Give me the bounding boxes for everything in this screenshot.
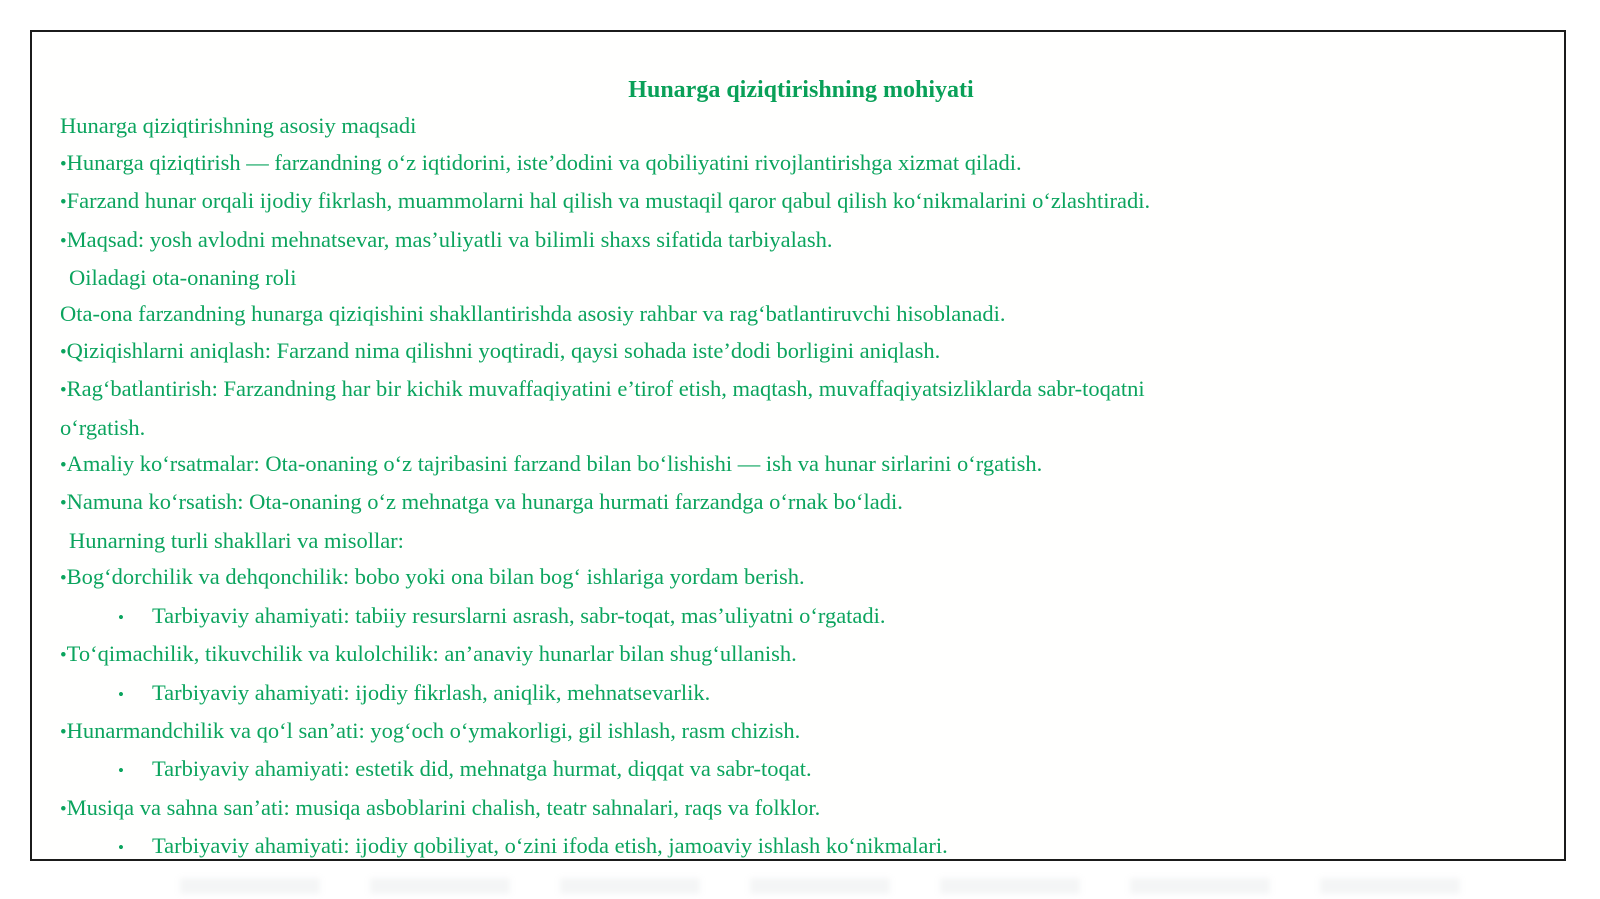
line-text: Tarbiyaviy ahamiyati: ijodiy fikrlash, aniqlik, mehnatsevarlik. xyxy=(151,679,711,705)
line-text: Maqsad: yosh avlodni mehnatsevar, mas’uliyatli va bilimli shaxs sifatida tarbiyalash. xyxy=(66,226,833,252)
bullet-icon: • xyxy=(118,607,124,627)
line-text: Rag‘batlantirish: Farzandning har bir kichik muvaffaqiyatini e’tirof etish, maqtash, muvaffaqiyatsizliklarda sabr-toqatni xyxy=(66,376,1145,402)
line-text: Amaliy ko‘rsatmalar: Ota-onaning o‘z tajribasini farzand bilan bo‘lishishi — ish va hunar sirlarini o‘rgatish. xyxy=(66,451,1043,477)
bullet-icon: • xyxy=(118,838,124,858)
line-text: Bog‘dorchilik va dehqonchilik: bobo yoki ona bilan bog‘ ishlariga yordam berish. xyxy=(66,564,805,590)
line-text: Hunarga qiziqtirishning asosiy maqsadi xyxy=(60,113,417,139)
line-text: Ota-ona farzandning hunarga qiziqishini shakllantirishda asosiy rahbar va rag‘batlantiruvchi hisoblanadi. xyxy=(60,301,1006,327)
bullet-icon: • xyxy=(60,798,67,820)
line-text: Tarbiyaviy ahamiyati: ijodiy qobiliyat, o‘zini ifoda etish, jamoaviy ishlash ko‘nikmalari. xyxy=(151,833,948,859)
text-line xyxy=(60,636,1542,674)
text-line xyxy=(60,484,1542,522)
text-line xyxy=(60,108,1542,144)
line-text: Hunarmandchilik va qo‘l san’ati: yog‘och o‘ymakorligi, gil ishlash, rasm chizish. xyxy=(66,717,801,743)
text-line xyxy=(60,183,1542,221)
text-line xyxy=(60,296,1542,332)
line-text: Farzand hunar orqali ijodiy fikrlash, muammolarni hal qilish va mustaqil qaror qabul qilish ko‘nikmalarini o‘zlashtiradi. xyxy=(66,188,1151,214)
text-line xyxy=(60,260,1542,296)
text-line xyxy=(60,222,1542,260)
text-line xyxy=(60,523,1542,559)
bullet-icon: • xyxy=(60,493,67,515)
bullet-icon: • xyxy=(60,192,67,214)
bullet-icon: • xyxy=(118,761,124,781)
text-line xyxy=(60,751,1542,789)
bullet-icon: • xyxy=(118,684,124,704)
line-text: To‘qimachilik, tikuvchilik va kulolchilik: an’anaviy hunarlar bilan shug‘ullanish. xyxy=(66,641,797,667)
line-text: Tarbiyaviy ahamiyati: tabiiy resurslarni asrash, sabr-toqat, mas’uliyatni o‘rgatadi. xyxy=(151,602,886,628)
text-line xyxy=(60,598,1542,636)
bullet-icon: • xyxy=(60,341,67,363)
text-line xyxy=(60,371,1542,409)
text-line xyxy=(60,790,1542,828)
bottom-artifact-strip xyxy=(180,878,1480,894)
bullet-icon: • xyxy=(60,153,67,175)
line-text: Musiqa va sahna san’ati: musiqa asboblarini chalish, teatr sahnalari, raqs va folklor. xyxy=(66,794,821,820)
line-text: o‘rgatish. xyxy=(60,414,146,440)
slide-content xyxy=(60,72,1542,867)
line-text: Tarbiyaviy ahamiyati: estetik did, mehnatga hurmat, diqqat va sabr-toqat. xyxy=(151,756,812,782)
line-text: Namuna ko‘rsatish: Ota-onaning o‘z mehnatga va hunarga hurmati farzandga o‘rnak bo‘ladi. xyxy=(66,489,903,515)
slide-title: Hunarga qiziqtirishning mohiyati xyxy=(628,77,974,103)
bullet-icon: • xyxy=(60,380,67,402)
line-text: Qiziqishlarni aniqlash: Farzand nima qilishni yoqtiradi, qaysi sohada iste’dodi borligini aniqlash. xyxy=(66,337,941,363)
text-line xyxy=(60,828,1542,866)
slide-frame xyxy=(30,30,1566,861)
text-line xyxy=(60,559,1542,597)
bullet-icon: • xyxy=(60,230,67,252)
text-line xyxy=(60,410,1542,446)
bullet-icon: • xyxy=(60,645,67,667)
text-body xyxy=(60,108,1542,866)
line-text: Hunarga qiziqtirish — farzandning o‘z iqtidorini, iste’dodini va qobiliyatini rivojlantirishga xizmat qiladi. xyxy=(66,149,1022,175)
text-line xyxy=(60,145,1542,183)
bullet-icon: • xyxy=(60,568,67,590)
bullet-icon: • xyxy=(60,721,67,743)
text-line xyxy=(60,675,1542,713)
text-line xyxy=(60,446,1542,484)
text-line xyxy=(60,333,1542,371)
bullet-icon: • xyxy=(60,455,67,477)
text-line xyxy=(60,713,1542,751)
line-text: Hunarning turli shakllari va misollar: xyxy=(69,527,404,553)
line-text: Oiladagi ota-onaning roli xyxy=(69,265,297,291)
